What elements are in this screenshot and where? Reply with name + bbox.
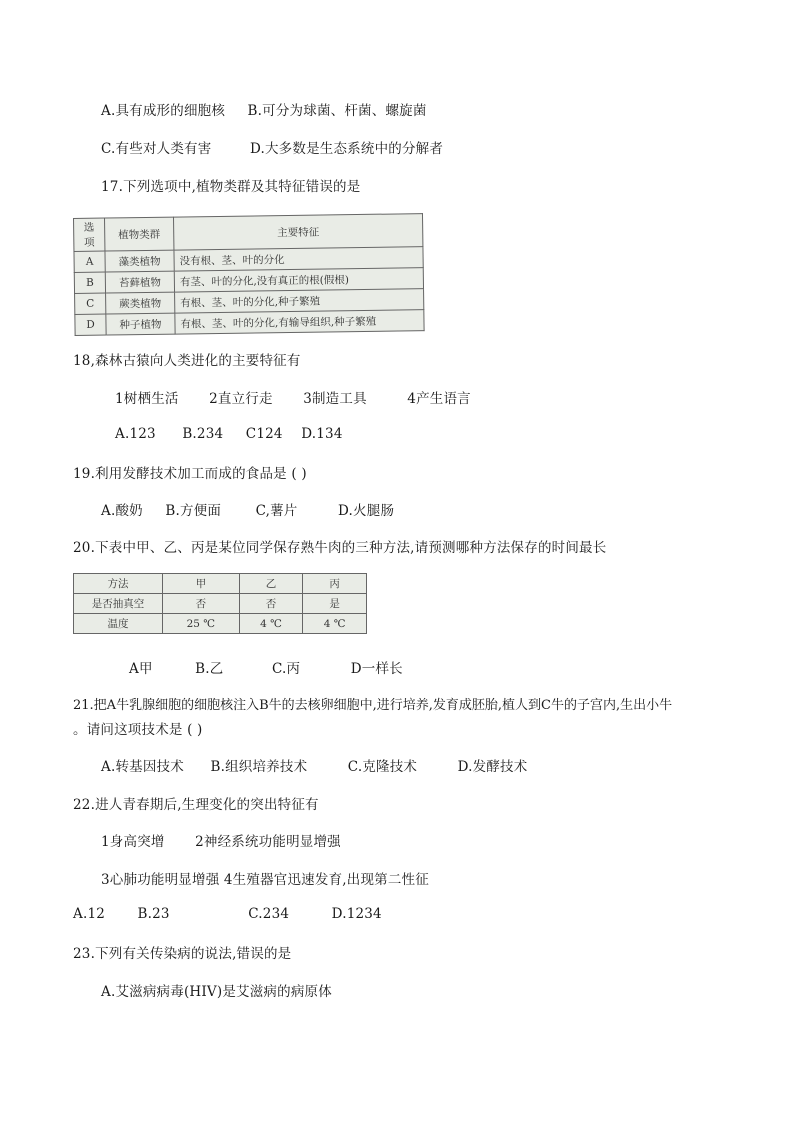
table-cell: 温度 (74, 614, 163, 634)
q17-header-feature: 主要特征 (173, 214, 422, 250)
q18-item-3: 3制造工具 (303, 391, 367, 407)
table-cell: 4 ℃ (239, 614, 303, 634)
q21-stem-line2: 。请问这项技术是 ( ) (73, 722, 203, 738)
table-cell: 没有根、茎、叶的分化 (174, 247, 423, 271)
q18-option-b: B.234 (182, 426, 224, 442)
q21-option-d: D.发酵技术 (457, 759, 528, 775)
q22-options (73, 906, 382, 922)
table-cell: 是否抽真空 (74, 594, 163, 614)
q17-stem: 17.下列选项中,植物类群及其特征错误的是 (101, 179, 361, 195)
q18-option-c: C124 (245, 426, 283, 442)
table-cell: A (74, 251, 105, 272)
q22-stem: 22.进人青春期后,生理变化的突出特征有 (73, 797, 319, 813)
q18-item-2: 2直立行走 (209, 391, 273, 407)
q20-stem: 20.下表中甲、乙、丙是某位同学保存熟牛肉的三种方法,请预测哪种方法保存的时间最长 (73, 540, 607, 556)
q22-option-b: B.23 (137, 906, 170, 922)
q20-header-yi: 乙 (239, 574, 303, 594)
table-cell: 有茎、叶的分化,没有真正的根(假根) (174, 268, 423, 292)
q16-option-d: D.大多数是生态系统中的分解者 (249, 141, 444, 157)
q20-option-d: D一样长 (350, 661, 403, 677)
q21-options (101, 755, 527, 775)
q21-option-b: B.组织培养技术 (210, 759, 308, 775)
table-cell: 有根、茎、叶的分化,种子繁殖 (175, 289, 424, 313)
q17-header-option: 选项 (74, 218, 105, 251)
q19-option-c: C,薯片 (255, 503, 298, 519)
q20-table (73, 573, 367, 634)
q20-option-a: A甲 (129, 661, 153, 677)
q16-option-c: C.有些对人类有害 (101, 141, 212, 157)
q18-option-d: D.134 (301, 426, 343, 442)
q19-stem: 19.利用发酵技术加工而成的食品是 ( ) (73, 466, 307, 482)
table-cell: C (75, 293, 106, 314)
table-cell: 否 (163, 594, 240, 614)
q22-items-row2: 3心肺功能明显增强 4生殖器官迅速发育,出现第二性征 (101, 872, 429, 888)
table-cell: 藻类植物 (105, 250, 174, 272)
table-cell: 有根、茎、叶的分化,有输导组织,种子繁殖 (175, 310, 424, 334)
table-cell: 种子植物 (106, 313, 175, 335)
table-cell: 蕨类植物 (106, 292, 175, 314)
q16-options-row2 (101, 137, 443, 157)
q22-item-2: 2神经系统功能明显增强 (195, 834, 341, 850)
table-cell: 是 (303, 594, 367, 614)
q20-option-c: C.丙 (271, 661, 301, 677)
q17-table (73, 213, 425, 336)
q20-header-method: 方法 (74, 574, 163, 594)
q17-table-header (74, 214, 423, 252)
table-row (74, 614, 367, 634)
table-cell: 4 ℃ (303, 614, 367, 634)
q19-option-b: B.方便面 (165, 503, 222, 519)
q20-header-bing: 丙 (303, 574, 367, 594)
q23-option-a: A.艾滋病病毒(HIV)是艾滋病的病原体 (101, 984, 332, 1000)
table-cell: 否 (239, 594, 303, 614)
q20-option-b: B.乙 (195, 661, 224, 677)
q22-option-c: C.234 (248, 906, 290, 922)
table-cell: 苔藓植物 (105, 271, 174, 293)
table-cell: B (74, 272, 105, 293)
q19-option-a: A.酸奶 (101, 503, 143, 519)
table-cell: 25 ℃ (163, 614, 240, 634)
q18-item-4: 4产生语言 (407, 391, 471, 407)
q18-items (115, 387, 471, 407)
q16-options-row1 (101, 99, 427, 119)
q21-stem-line1: 21.把A牛乳腺细胞的细胞核注入B牛的去核卵细胞中,进行培养,发育成胚胎,植人到C牛的子宫内,生出小牛 (73, 698, 673, 713)
q22-items-row1 (101, 830, 341, 850)
q17-header-group: 植物类群 (105, 217, 174, 251)
q22-option-d: D.1234 (331, 906, 382, 922)
q18-stem: 18,森林古猿向人类进化的主要特征有 (73, 353, 301, 369)
q20-table-header (74, 574, 367, 594)
q21-option-a: A.转基因技术 (101, 759, 184, 775)
table-row (74, 594, 367, 614)
q18-item-1: 1树栖生活 (115, 391, 179, 407)
q19-option-d: D.火腿肠 (338, 503, 395, 519)
q22-item-1: 1身高突增 (101, 834, 165, 850)
table-row (75, 310, 424, 336)
q16-option-b: B.可分为球菌、杆菌、螺旋菌 (247, 103, 427, 119)
q22-option-a: A.12 (73, 906, 106, 922)
q18-option-a: A.123 (115, 426, 156, 442)
table-cell: D (75, 314, 106, 335)
q21-option-c: C.克隆技术 (347, 759, 418, 775)
q20-options (129, 657, 403, 677)
q16-option-a: A.具有成形的细胞核 (101, 103, 226, 119)
q20-header-jia: 甲 (163, 574, 240, 594)
q23-stem: 23.下列有关传染病的说法,错误的是 (73, 946, 292, 962)
q19-options (101, 499, 394, 519)
q18-options (115, 426, 343, 442)
